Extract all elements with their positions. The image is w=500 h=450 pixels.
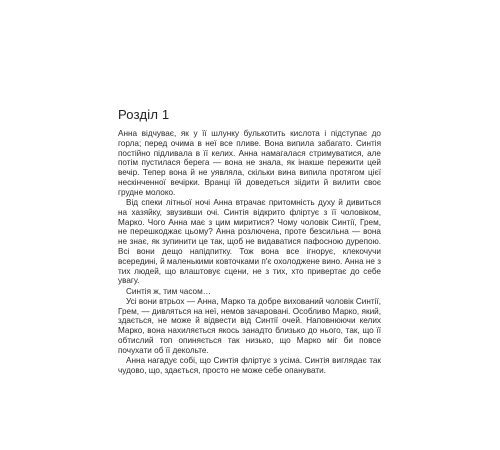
- paragraph: Анна нагадує собі, що Синтія фліртує з усіма. Синтія виглядає так чудово, що, здається, просто не може себе опанувати.: [118, 356, 381, 375]
- chapter-title: Розділ 1: [118, 107, 170, 122]
- body-text: [118, 129, 381, 376]
- paragraph: Усі вони втрьох — Анна, Марко та добре вихований чоловік Синтії, Грем, — дивляться на неї, немов зачаровані. Особливо Марко, який, здається, не може й відвести від Синтії очей. Наповнюючи келих Марко, вона нахиляється якось занадто близько до нього, так, що її обтислий топ опиняється так низько, що Марко міг би повсе почухати об її декольте.: [118, 296, 381, 355]
- paragraph: Від спеки літньої ночі Анна втрачає притомність духу й дивиться на хазяйку, звузивши очі. Синтія відкрито фліртує з її чоловіком, Марко. Чого Анна має з цим миритися? Чому чоловік Синтії, Грем, не перешкоджає цьому? Анна розлючена, проте безсильна — вона не знає, як зупинити це так, щоб не видаватися пафосною дурепою. Всі вони дещо напідпитку. Тож вона все ігнорує, клекочучи всередині, й маленькими ковточками п'є охолоджене вино. Анна не з тих людей, що влаштовує сцени, не з тих, хто привертає до себе увагу.: [118, 198, 382, 286]
- paragraph: Синтія ж, тим часом…: [126, 286, 211, 296]
- paragraph: Анна відчуває, як у її шлунку булькотить кислота і підступає до горла; перед очима в неї все пливе. Вона випила забагато. Синтія постійно підливала в її келих. Анна намагалася стримуватися, але потім пустилася берега — вона не знала, як інакше пережити цей вечір. Тепер вона й не уявляла, скільки вина випила протягом цієї нескінченної вечірки. Вранці їй доведеться зіідити й вилити своє грудне молоко.: [118, 129, 381, 197]
